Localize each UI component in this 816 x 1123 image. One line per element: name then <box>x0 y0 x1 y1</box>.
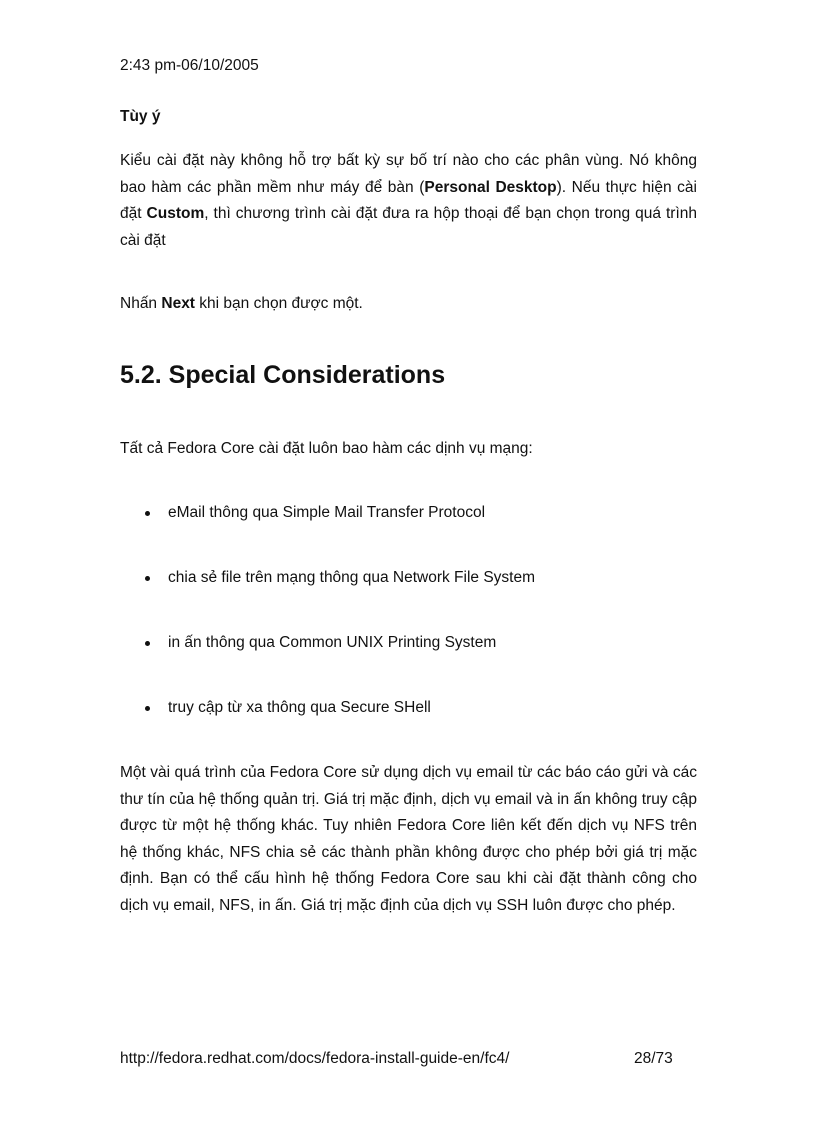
next-instruction-text-1: Nhấn <box>120 295 162 312</box>
list-item-text: eMail thông qua Simple Mail Transfer Protocol <box>168 504 486 521</box>
bullet-icon <box>145 511 150 516</box>
custom-term: Custom <box>146 205 205 222</box>
footer-url: http://fedora.redhat.com/docs/fedora-install-guide-en/fc4/ <box>120 1050 510 1067</box>
list-item <box>120 565 697 630</box>
list-item <box>120 630 697 695</box>
bullet-icon <box>145 706 150 711</box>
network-services-list <box>120 500 697 760</box>
personal-desktop-term: Personal Desktop <box>424 178 557 196</box>
bullet-icon <box>145 641 150 646</box>
list-item-text: in ấn thông qua Common UNIX Printing System <box>168 634 497 651</box>
option-description <box>120 148 697 254</box>
list-item <box>120 500 697 565</box>
next-term: Next <box>161 295 195 312</box>
list-item-text: truy cập từ xa thông qua Secure SHell <box>168 699 431 716</box>
option-desc-text-3: , thì chương trình cài đặt đưa ra hộp thoại để bạn chọn trong quá trình cài đặt <box>120 205 698 249</box>
section-heading: 5.2. Special Considerations <box>120 361 446 389</box>
page-number: 28/73 <box>634 1050 673 1067</box>
list-item <box>120 695 697 760</box>
section-intro: Tất cả Fedora Core cài đặt luôn bao hàm các dịnh vụ mạng: <box>120 440 533 457</box>
header-timestamp: 2:43 pm-06/10/2005 <box>120 57 259 74</box>
next-instruction-text-2: khi bạn chọn được một. <box>194 295 363 312</box>
list-item-text: chia sẻ file trên mạng thông qua Network File System <box>168 569 536 586</box>
closing-paragraph: Một vài quá trình của Fedora Core sử dụng dịch vụ email từ các báo cáo gửi và các thư tín của hệ thống quản trị. Giá trị mặc định, dịch vụ email và in ấn không truy cập được từ một hệ thống khác. Tuy nhiên Fedora Core liên kết đến dịch vụ NFS trên hệ thống khác, NFS chia sẻ các thành phần không được cho phép bởi giá trị mặc định. Bạn có thể cấu hình hệ thống Fedora Core sau khi cài đặt thành công cho dịch vụ email, NFS, in ấn. Giá trị mặc định của dịch vụ SSH luôn được cho phép. <box>120 764 697 914</box>
option-desc-text-2: ). Nếu thực hiện cài đặt <box>120 178 697 222</box>
bullet-icon <box>145 576 150 581</box>
option-heading: Tùy ý <box>120 108 161 125</box>
option-desc-text-1: Kiểu cài đặt này không hỗ trợ bất kỳ sự bố trí nào cho các phân vùng. Nó không bao hàm các phần mềm như máy để bàn ( <box>120 152 697 196</box>
next-instruction <box>120 291 697 318</box>
